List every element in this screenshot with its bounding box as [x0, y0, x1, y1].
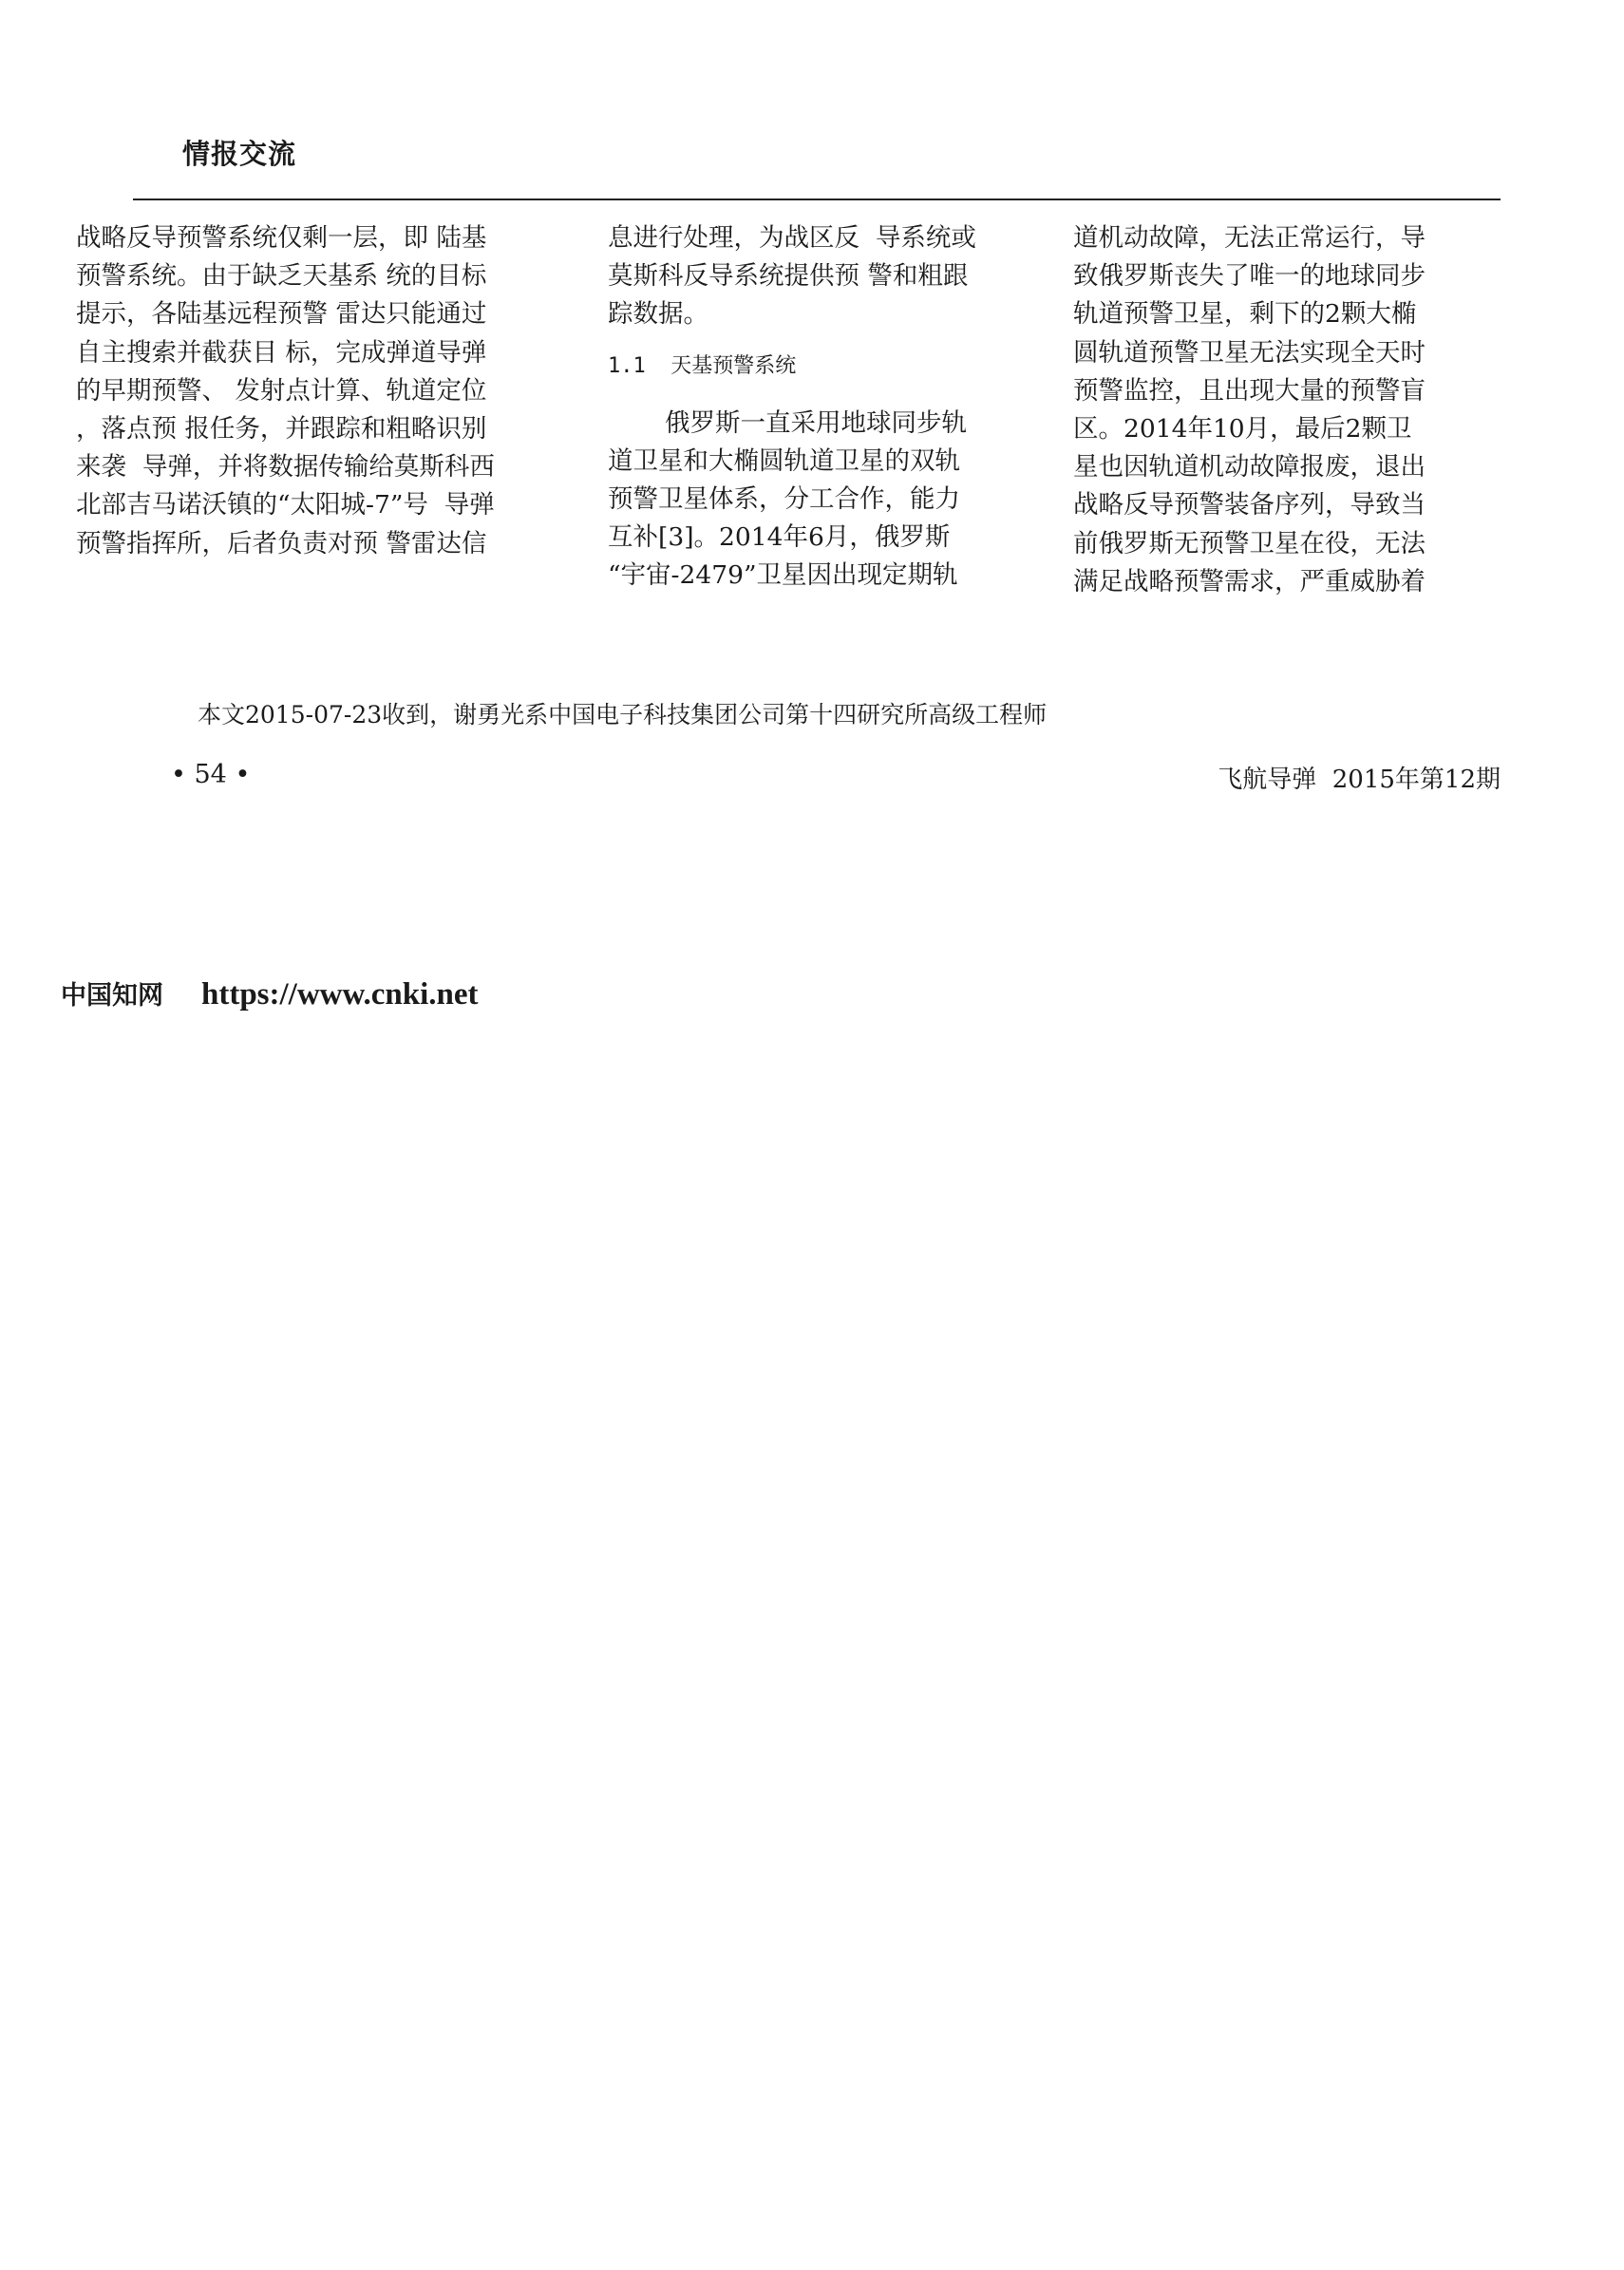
text-line: 提示，各陆基远程预警 雷达只能通过 — [76, 299, 487, 330]
text-line: 来袭 导弹，并将数据传输给莫斯科西 — [76, 452, 495, 482]
text-line: 轨道预警卫星，剩下的2颗大椭 — [1073, 299, 1417, 330]
text-line: “宇宙-2479”卫星因出现定期轨 — [608, 560, 958, 591]
watermark-url[interactable]: https://www.cnki.net — [201, 977, 479, 1012]
text-line: 预警监控，且出现大量的预警盲 — [1073, 375, 1426, 406]
section-heading: 1.1 天基预警系统 — [608, 353, 797, 378]
text-line: 互补[3]。2014年6月，俄罗斯 — [608, 522, 951, 553]
section-title: 情报交流 — [182, 138, 297, 170]
text-line: 战略反导预警系统仅剩一层，即 陆基 — [76, 223, 487, 253]
text-line: 道机动故障，无法正常运行，导 — [1073, 223, 1426, 253]
text-line: 俄罗斯一直采用地球同步轨 — [665, 407, 967, 438]
footnote: 本文2015-07-23收到，谢勇光系中国电子科技集团公司第十四研究所高级工程师 — [198, 701, 1048, 728]
text-line: 道卫星和大椭圆轨道卫星的双轨 — [608, 445, 960, 476]
text-line: 满足战略预警需求，严重威胁着 — [1073, 566, 1426, 596]
header-divider — [133, 199, 1501, 200]
text-line: 区。2014年10月，最后2颗卫 — [1073, 413, 1412, 444]
watermark-site-name: 中国知网 — [61, 981, 163, 1011]
text-line: 踪数据。 — [608, 299, 708, 330]
column-left — [76, 219, 589, 563]
text-line: 自主搜索并截获目 标，完成弹道导弹 — [76, 337, 487, 368]
text-line: 预警卫星体系，分工合作，能力 — [608, 483, 960, 514]
text-line: 战略反导预警装备序列，导致当 — [1073, 490, 1426, 520]
text-line: 圆轨道预警卫星无法实现全天时 — [1073, 337, 1426, 368]
text-line: 致俄罗斯丧失了唯一的地球同步 — [1073, 261, 1426, 292]
text-line: 息进行处理，为战区反 导系统或 — [608, 223, 976, 253]
text-line: 预警系统。由于缺乏天基系 统的目标 — [76, 261, 487, 292]
text-line: 北部吉马诺沃镇的“太阳城-7”号 导弹 — [76, 490, 495, 520]
text-line: 的早期预警、 发射点计算、轨道定位 — [76, 375, 487, 406]
watermark — [61, 974, 479, 1012]
text-line: 莫斯科反导系统提供预 警和粗跟 — [608, 261, 969, 292]
journal-issue: 飞航导弹 2015年第12期 — [1218, 766, 1501, 794]
column-middle — [608, 219, 1064, 596]
column-right — [1073, 219, 1510, 601]
text-line: 星也因轨道机动故障报废，退出 — [1073, 452, 1426, 482]
text-line: ，落点预 报任务，并跟踪和粗略识别 — [76, 413, 487, 444]
text-line: 预警指挥所，后者负责对预 警雷达信 — [76, 528, 487, 558]
text-line: 前俄罗斯无预警卫星在役，无法 — [1073, 528, 1426, 558]
page-number: • 54 • — [171, 760, 251, 789]
